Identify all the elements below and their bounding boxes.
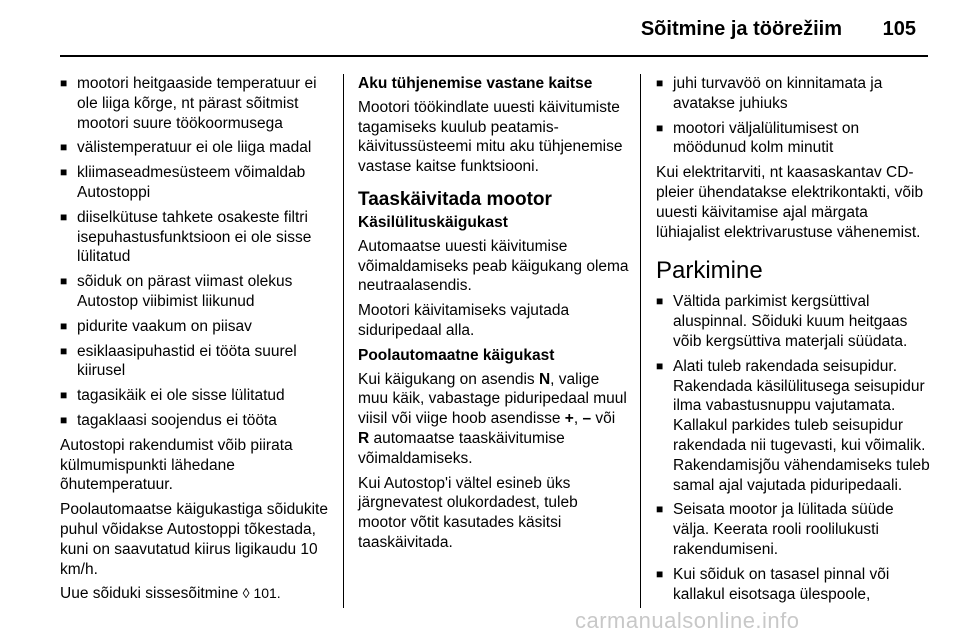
column-2 — [358, 74, 630, 558]
column-divider — [640, 74, 641, 608]
gear-symbol: + — [564, 410, 574, 428]
header-rule — [60, 55, 928, 57]
text: Kui käigukang on asendis — [358, 370, 539, 388]
list-item: ■ tagaklaasi soojendus ei tööta — [60, 411, 335, 431]
list-item: ■ Vältida parkimist kergsüttival aluspinnal. Sõiduki kuum heitgaas võib kergsüttiva materjali süüdata. — [656, 292, 930, 351]
gear-symbol: R — [358, 429, 370, 447]
section-heading: Parkimine — [656, 257, 763, 285]
list-item: ■ kliimaseadmesüsteem võimaldab Autostoppi — [60, 163, 335, 203]
list-item: ■ mootori heitgaaside temperatuur ei ole liiga kõrge, nt pärast sõitmist mootori suure töökoormusega — [60, 74, 335, 133]
subheading: Aku tühjenemise vastane kaitse — [358, 75, 593, 92]
page-reference-link[interactable]: ◊ 101. — [242, 585, 281, 602]
list-item: ■ välistemperatuur ei ole liiga madal — [60, 138, 335, 158]
paragraph: Mootori käivitamiseks vajutada siduripedaal alla. — [358, 302, 570, 339]
list-item: ■ diiselkütuse tahkete osakeste filtri isepuhastusfunktsioon ei ole sisse lülitatud — [60, 208, 335, 267]
paragraph: Automaatse uuesti käivitumise võimaldamiseks peab käigukang olema neutraalasendis. — [358, 237, 629, 295]
section-heading: Taaskäivitada mootor — [358, 188, 552, 210]
list-item: ■ pidurite vaakum on piisav — [60, 317, 335, 337]
text: , — [573, 410, 583, 428]
paragraph: Kui elektritarviti, nt kaasaskantav CD-pleier ühendatakse elektrikontakti, võib uuesti käivitamise ajal märgata lühiajalist elektrivarustuse vähenemist. — [656, 164, 924, 241]
list-item: ■ Alati tuleb rakendada seisupidur. Rakendada käsilülitusega seisupidur ilma vabastusnuppu vajutamata. Kallakul parkides tuleb seisupidur rakendada nii tugevasti, kui võimalik. Rakendamisjõu vähendamiseks tuleb samal ajal vajutada piduripedaali. — [656, 357, 930, 496]
paragraph: Autostopi rakendumist võib piirata külmumispunkti lähedane õhutemperatuur. — [60, 436, 293, 494]
gear-symbol: N — [538, 370, 551, 388]
subheading: Poolautomaatne käigukast — [358, 346, 555, 364]
column-3 — [656, 74, 930, 609]
text: või — [591, 410, 616, 428]
watermark: carmanualsonline.info — [575, 608, 800, 633]
list-item: ■ sõiduk on pärast viimast olekus Autostop viibimist liikunud — [60, 272, 335, 312]
text: automaatse taaskäivitumise võimaldamiseks. — [358, 429, 565, 467]
paragraph — [60, 584, 335, 604]
paragraph: Mootori töökindlate uuesti käivitumiste tagamiseks kuulub peatamis-käivitussüsteemi mitu aku tühjenemise vastase kaitse funktsiooni. — [358, 98, 623, 176]
list-item: ■ mootori väljalülitumisest on möödunud kolm minutit — [656, 119, 930, 159]
paragraph: Kui Autostop'i vältel esineb üks järgnevatest olukordadest, tuleb mootor võtit kasutades käsitsi taaskäivitada. — [358, 474, 578, 551]
paragraph: Poolautomaatse käigukastiga sõidukite puhul võidakse Autostoppi tõkestada, kuni on saavutatud kiirus ligikaudu 10 km/h. — [60, 501, 328, 578]
list-item: ■ Kui sõiduk on tasasel pinnal või kallakul eisotsaga ülespoole, — [656, 565, 930, 605]
list-item: ■ juhi turvavöö on kinnitamata ja avatakse juhiuks — [656, 74, 930, 114]
column-1 — [60, 74, 335, 609]
list-item: ■ Seisata mootor ja lülitada süüde välja. Keerata rooli roolilukusti rakendumiseni. — [656, 500, 930, 559]
page-header — [0, 0, 960, 54]
column-divider — [343, 74, 344, 608]
list-item: ■ tagasikäik ei ole sisse lülitatud — [60, 386, 335, 406]
page-number: 105 — [882, 18, 916, 40]
gear-symbol: – — [582, 410, 592, 428]
paragraph-text: Uue sõiduki sissesõitmine — [60, 585, 243, 603]
list-item: ■ esiklaasipuhastid ei tööta suurel kiirusel — [60, 342, 335, 382]
text: , valige muu käik, vabastage piduripedaal muul viisil või viige hoob asendisse — [358, 370, 627, 428]
paragraph — [358, 370, 630, 469]
subheading: Käsilülituskäigukast — [358, 213, 508, 231]
page-title: Sõitmine ja töörežiim — [640, 18, 842, 40]
